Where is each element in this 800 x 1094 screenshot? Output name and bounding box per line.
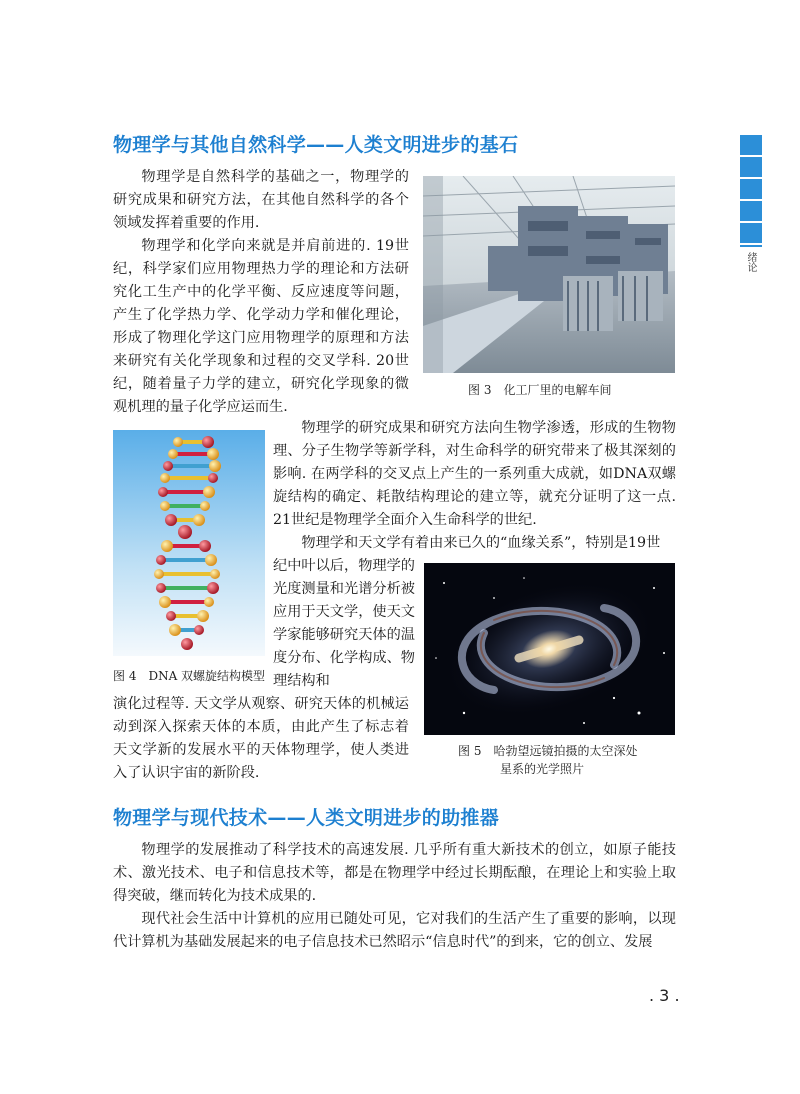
paragraph-physics-chemistry: 物理学和化学向来就是并肩前进的. 19世纪，科学家们应用物理热力学的理论和方法研究化工生产中的化学平衡、反应速度等问题，产生了化学热力学、化学动力学和催化理论，形成了物理化学这门应用物理学的原理和方法来研究有关化学现象和过程的交叉学科. 20世纪，随着量子力学的建立，研究化学现象的微观机理的量子化学应运而生. xyxy=(113,238,409,415)
section-heading-technology: 物理学与现代技术——人类文明进步的助推器 xyxy=(113,807,500,829)
figure-5-caption-line1: 图 5 哈勃望远镜拍摄的太空深处 xyxy=(458,744,638,758)
paragraph-physics-foundation: 物理学是自然科学的基础之一，物理学的研究成果和研究方法，在其他自然科学的各个领域发挥着重要的作用. xyxy=(113,169,409,231)
paragraph-physics-biology: 物理学的研究成果和研究方法向生物学渗透，形成的生物物理、分子生物学等新学科，对生命科学的研究带来了极其深刻的影响. 在两学科的交叉点上产生的一系列重大成就，如DNA双螺旋结构的确定、耗散结构理论的建立等，就充分证明了这一点. 21世纪是物理学全面介入生命科学的世纪. xyxy=(273,420,676,528)
paragraph-physics-technology: 物理学的发展推动了科学技术的高速发展. 几乎所有重大新技术的创立，如原子能技术、激光技术、电子和信息技术等，都是在物理学中经过长期酝酿，在理论上和实验上取得突破，继而转化为技术成果的. xyxy=(113,842,676,904)
section-heading-science: 物理学与其他自然科学——人类文明进步的基石 xyxy=(113,134,519,156)
factory-electrolysis-photo xyxy=(423,176,675,373)
paragraph-physics-astronomy-middle: 纪中叶以后，物理学的光度测量和光谱分析被应用于天文学，使天文学家能够研究天体的温度分布、化学构成、物理结构和 xyxy=(273,558,415,689)
chapter-side-label: 绪论 xyxy=(745,252,756,272)
chapter-tab-strip xyxy=(740,135,762,247)
paragraph-physics-astronomy-end: 演化过程等. 天文学从观察、研究天体的机械运动到深入探索天体的本质，由此产生了标志着天文学新的发展水平的天体物理学，使人类进入了认识宇宙的新阶段. xyxy=(113,696,409,781)
galaxy-hubble-photo xyxy=(424,563,675,735)
page-number: . 3 . xyxy=(649,986,680,1005)
dna-helix-model-image xyxy=(113,430,265,656)
figure-3-caption: 图 3 化工厂里的电解车间 xyxy=(468,383,612,397)
figure-5-caption-line2: 星系的光学照片 xyxy=(500,762,585,776)
paragraph-computer-information: 现代社会生活中计算机的应用已随处可见，它对我们的生活产生了重要的影响，以现代计算机为基础发展起来的电子信息技术已然昭示“信息时代”的到来，它的创立、发展 xyxy=(113,911,676,950)
paragraph-physics-astronomy-start: 物理学和天文学有着由来已久的“血缘关系”，特别是19世 xyxy=(301,535,661,551)
figure-4-caption: 图 4 DNA 双螺旋结构模型 xyxy=(113,669,266,683)
